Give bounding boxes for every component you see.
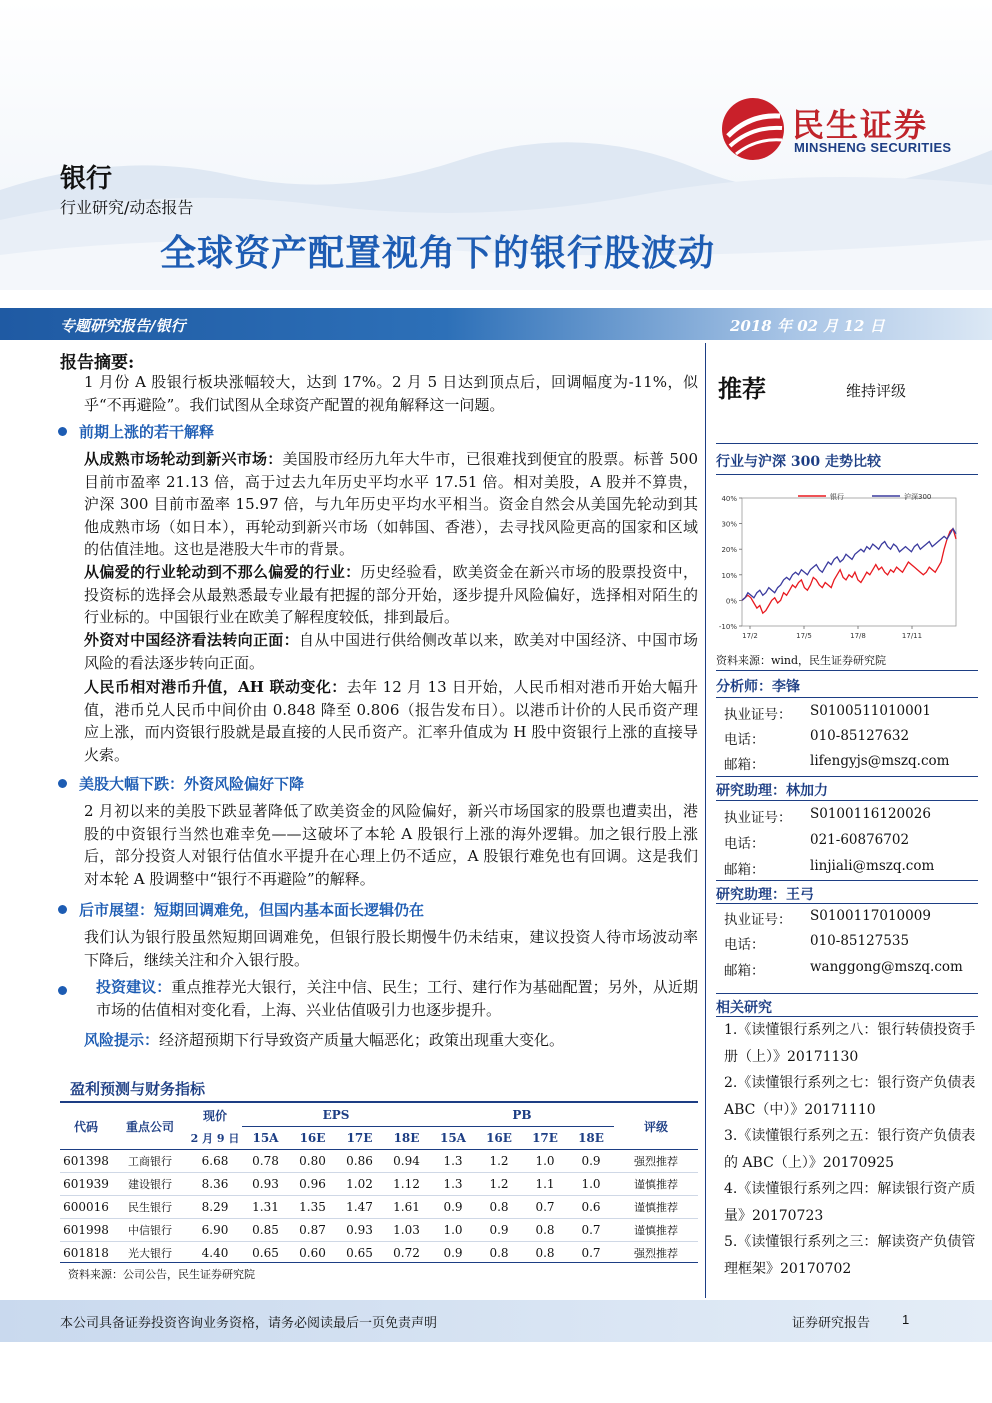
paragraph (84, 629, 698, 674)
table-row (60, 1242, 698, 1265)
table-cell: 1.31 (252, 1200, 279, 1214)
table-cell: 强烈推荐 (634, 1247, 678, 1260)
table-cell: 0.65 (346, 1246, 373, 1260)
table-cell: 1.47 (346, 1200, 373, 1214)
header-year: 18E (393, 1131, 420, 1145)
risk-warning (84, 1029, 698, 1052)
header-company: 重点公司 (125, 1120, 174, 1134)
analyst-tel: 010-85127632 (810, 728, 910, 744)
header-year: 18E (578, 1131, 604, 1145)
logo-text-cn: 民生证券 (792, 106, 929, 144)
rating-sub: 维持评级 (846, 383, 907, 400)
bullet-icon (58, 905, 67, 914)
label: 电话： (724, 937, 765, 953)
paragraph (84, 561, 698, 629)
table-cell: 1.03 (393, 1223, 420, 1237)
related-list (724, 1017, 978, 1282)
rating-main: 推荐 (718, 375, 766, 403)
divider (716, 670, 978, 671)
table-cell: 民生银行 (128, 1201, 172, 1214)
industry-label: 银行 (60, 164, 113, 194)
table-cell: 1.3 (443, 1154, 463, 1168)
related-item[interactable]: 4.《读懂银行系列之四：解读银行资产质量》20170723 (724, 1181, 976, 1224)
table-cell: 600016 (63, 1200, 109, 1214)
bullet-icon (58, 982, 68, 992)
paragraph: 我们认为银行股虽然短期回调难免，但银行股长期慢牛仍未结束，建议投资人待市场波动率下降后，继续关注和介入银行股。 (84, 928, 698, 969)
table-cell: 0.93 (346, 1223, 373, 1237)
paragraph-text: 重点推荐光大银行，关注中信、民生；工行、建行作为基础配置；另外，从近期市场的估值相对变化看，上海、兴业估值吸引力也逐步提升。 (96, 978, 698, 1019)
financial-table (60, 1104, 698, 1264)
table-cell: 0.80 (299, 1154, 326, 1168)
table-cell: 谨慎推荐 (634, 1224, 678, 1237)
header-rating: 评级 (643, 1120, 668, 1134)
table-cell: 强烈推荐 (634, 1155, 678, 1168)
label: 电话： (724, 732, 765, 748)
paragraph-lead: 从成熟市场轮动到新兴市场： (84, 450, 283, 468)
related-item[interactable]: 3.《读懂银行系列之五：银行资产负债表的 ABC（上）》20170925 (724, 1128, 976, 1171)
label: 执业证号： (724, 707, 792, 723)
bullet-icon (58, 779, 67, 788)
table-cell: 0.8 (489, 1246, 509, 1260)
analyst-cert: S0100511010001 (810, 703, 931, 719)
assistant-heading: 研究助理：林加力 (716, 783, 828, 799)
table-cell: 0.9 (489, 1223, 509, 1237)
table-cell: 601818 (63, 1246, 109, 1260)
table-cell: 0.86 (346, 1154, 373, 1168)
table-cell: 8.29 (201, 1200, 229, 1214)
footer-disclaimer: 本公司具备证券投资咨询业务资格，请务必阅读最后一页免责声明 (60, 1315, 438, 1330)
header-year: 16E (486, 1131, 512, 1145)
table-cell: 1.0 (535, 1154, 555, 1168)
label: 邮箱： (724, 963, 765, 979)
table-cell: 光大银行 (128, 1247, 172, 1260)
analyst-email[interactable]: lifengyjs@mszq.com (810, 753, 950, 769)
label: 电话： (724, 836, 765, 852)
assistant-cert: S0100117010009 (810, 908, 931, 924)
x-tick-label: 17/5 (796, 632, 812, 640)
section-title (58, 899, 424, 920)
table-row (60, 1196, 698, 1219)
paragraph-text: 自从中国进行供给侧改革以来，欧美对中国经济、中国市场风险的看法逐步转向正面。 (84, 631, 698, 672)
related-item[interactable]: 1.《读懂银行系列之八：银行转债投资手册（上）》20171130 (724, 1022, 976, 1065)
table-cell: 1.12 (393, 1177, 420, 1191)
table-cell: 工商银行 (128, 1155, 172, 1168)
y-tick-label: 10% (721, 571, 737, 580)
table-cell: 0.72 (393, 1246, 420, 1260)
series-line-hs300 (742, 529, 956, 601)
table-cell: 0.93 (252, 1177, 279, 1191)
y-tick-label: 40% (721, 495, 737, 503)
assistant-tel: 010-85127535 (810, 933, 910, 949)
divider (716, 776, 978, 777)
table-cell: 6.68 (201, 1154, 229, 1168)
table-source: 资料来源：公司公告，民生证券研究院 (68, 1268, 255, 1281)
minsheng-logo-icon (720, 96, 786, 162)
related-heading: 相关研究 (716, 1000, 772, 1016)
table-cell: 0.60 (299, 1246, 326, 1260)
table-cell: 0.8 (535, 1246, 555, 1260)
table-cell: 1.61 (393, 1200, 420, 1214)
table-cell: 谨慎推荐 (634, 1201, 678, 1214)
paragraph-lead: 投资建议： (96, 978, 172, 996)
report-type: 行业研究/动态报告 (60, 198, 194, 217)
header-code: 代码 (73, 1120, 98, 1134)
paragraph-lead: 风险提示： (84, 1031, 160, 1049)
bullet-icon (58, 427, 67, 436)
table-cell: 4.40 (201, 1246, 229, 1260)
paragraph-text: 去年 12 月 13 日开始，人民币相对港币开始大幅升值，港币兑人民币中间价由 0.848 降至 0.806（报告发布日）。以港币计价的人民币资产理应上涨，而内资银行股就是最直接的人民币资产。汇率升值成为 H 股中资银行上涨的直接导火索。 (84, 678, 698, 764)
table-cell: 中信银行 (128, 1224, 172, 1237)
paragraph (84, 676, 698, 766)
header-price: 现价 (202, 1108, 227, 1123)
header-price-date: 2 月 9 日 (190, 1131, 240, 1145)
label: 执业证号： (724, 810, 792, 826)
section-title-text: 前期上涨的若干解释 (79, 423, 215, 441)
paragraph-text: 美国股市经历九年大牛市，已很难找到便宜的股票。标普 500 目前市盈率 21.13 倍，高于过去九年历史平均水平 17.51 倍。相对美股，A 股并不算贵，沪深 300 目前市盈率 15.97 倍，与九年历史平均水平相当。资金自然会从美国先轮动到其他成熟市场（如日本），再轮动到新兴市场（如韩国、香港），去寻找风险更高的国家和区域的估值洼地。这也是港股大牛市的背景。 (84, 450, 698, 558)
y-tick-label: -10% (718, 623, 737, 631)
table-row (60, 1219, 698, 1242)
table-cell: 6.90 (201, 1223, 229, 1237)
table-row (60, 1150, 698, 1173)
footer-label: 证券研究报告 (792, 1315, 871, 1330)
paragraph-lead: 从偏爱的行业轮动到不那么偏爱的行业： (84, 563, 361, 581)
band-category: 专题研究报告/银行 (60, 317, 186, 335)
table-cell: 1.35 (299, 1200, 326, 1214)
section-title (58, 421, 214, 442)
table-cell: 1.1 (535, 1177, 555, 1191)
paragraph: 2 月初以来的美股下跌显著降低了欧美资金的风险偏好，新兴市场国家的股票也遭卖出，港股的中资银行当然也难幸免——这破坏了本轮 A 股银行上涨的海外逻辑。加之银行股上涨后，部分投资人对银行估值水平提升在心理上仍不适应，A 股银行难免也有回调。这是我们对本轮 A 股调整中“银行不再避险”的解释。 (84, 802, 698, 888)
table-cell: 0.6 (581, 1200, 601, 1214)
summary-intro: 1 月份 A 股银行板块涨幅较大，达到 17%。2 月 5 日达到顶点后，回调幅度为-11%，似乎“不再避险”。我们试图从全球资产配置的视角解释这一问题。 (84, 373, 698, 414)
report-title: 全球资产配置视角下的银行股波动 (160, 233, 716, 274)
table-cell: 0.87 (299, 1223, 326, 1237)
paragraph-lead: 外资对中国经济看法转向正面： (84, 631, 300, 649)
table-cell: 0.7 (581, 1223, 601, 1237)
header-year: 17E (346, 1131, 373, 1145)
divider (716, 800, 978, 801)
chart-source: 资料来源：wind，民生证券研究院 (716, 654, 887, 667)
table-cell: 1.2 (489, 1154, 509, 1168)
table-cell: 1.2 (489, 1177, 509, 1191)
assistant-heading: 研究助理：王弓 (716, 887, 814, 903)
table-cell: 谨慎推荐 (634, 1178, 678, 1191)
table-cell: 0.7 (535, 1200, 555, 1214)
divider (716, 474, 978, 475)
header-year: 17E (532, 1131, 558, 1145)
header-year: 16E (299, 1131, 326, 1145)
header-year: 15A (252, 1131, 279, 1145)
label: 邮箱： (724, 757, 765, 773)
table-heading: 盈利预测与财务指标 (70, 1080, 206, 1098)
legend-label: 银行 (830, 493, 844, 501)
legend-label: 沪深300 (904, 493, 932, 501)
assistant-tel: 021-60876702 (810, 832, 910, 848)
paragraph-text: 历史经验看，欧美资金在新兴市场的股票投资中，投资标的选择会从最熟悉最专业最有把握的部分开始，逐步提升风险偏好，选择相对陌生的行业标的。中国银行业在欧美了解程度较低，排到最后。 (84, 563, 698, 626)
table-cell: 1.02 (346, 1177, 373, 1191)
series-line-bank (742, 529, 956, 614)
header-year: 15A (439, 1131, 466, 1145)
assistant-cert: S0100116120026 (810, 806, 931, 822)
table-cell: 601939 (63, 1177, 109, 1191)
label: 邮箱： (724, 862, 765, 878)
table-cell: 1.0 (581, 1177, 601, 1191)
divider (716, 993, 978, 994)
divider (716, 697, 978, 698)
related-item[interactable]: 2.《读懂银行系列之七：银行资产负债表 ABC（中）》20171110 (724, 1075, 976, 1118)
table-cell: 0.9 (443, 1200, 463, 1214)
divider (716, 443, 978, 444)
table-cell: 601398 (63, 1154, 109, 1168)
table-cell: 0.7 (581, 1246, 601, 1260)
divider (716, 903, 978, 904)
table-cell: 601998 (63, 1223, 109, 1237)
label: 执业证号： (724, 912, 792, 928)
table-cell: 1.0 (443, 1223, 463, 1237)
logo-text-en: MINSHENG SECURITIES (794, 140, 952, 155)
section-title-text: 美股大幅下跌：外资风险偏好下降 (79, 775, 305, 793)
column-divider (705, 343, 706, 1298)
report-date: 2018 年 02 月 12 日 (730, 317, 885, 335)
header-pb: PB (430, 1104, 614, 1127)
plot-frame (742, 498, 956, 626)
y-tick-label: 0% (725, 597, 737, 606)
table-cell: 建设银行 (128, 1178, 172, 1191)
table-cell: 0.8 (535, 1223, 555, 1237)
table-cell: 0.94 (393, 1154, 420, 1168)
section-title (58, 773, 304, 794)
table-cell: 0.96 (299, 1177, 326, 1191)
page-number: 1 (902, 1312, 910, 1327)
trend-chart (712, 484, 982, 646)
table-cell: 0.78 (252, 1154, 279, 1168)
chart-heading: 行业与沪深 300 走势比较 (716, 454, 881, 470)
table-cell: 0.9 (443, 1246, 463, 1260)
table-cell: 0.85 (252, 1223, 279, 1237)
paragraph-lead: 人民币相对港币升值，AH 联动变化： (84, 678, 347, 696)
table-bottom-rule (60, 1262, 698, 1263)
divider (716, 880, 978, 881)
x-tick-label: 17/2 (742, 632, 758, 640)
summary-heading: 报告摘要: (60, 353, 135, 373)
table-cell: 8.36 (201, 1177, 229, 1191)
table-row (60, 1173, 698, 1196)
table-cell: 1.3 (443, 1177, 463, 1191)
x-tick-label: 17/11 (901, 632, 923, 640)
y-tick-label: 20% (721, 546, 737, 555)
analyst-heading: 分析师：李锋 (716, 679, 800, 695)
assistant-email[interactable]: linjiali@mszq.com (810, 858, 935, 874)
table-cell: 0.9 (581, 1154, 601, 1168)
section-title-text: 后市展望：短期回调难免，但国内基本面长逻辑仍在 (79, 901, 425, 919)
header-eps: EPS (242, 1104, 430, 1127)
paragraph-text: 经济超预期下行导致资产质量大幅恶化；政策出现重大变化。 (159, 1031, 565, 1049)
x-tick-label: 17/8 (850, 632, 866, 640)
assistant-email[interactable]: wanggong@mszq.com (810, 959, 963, 975)
table-cell: 0.65 (252, 1246, 279, 1260)
table-top-rule (60, 1101, 698, 1103)
paragraph (84, 448, 698, 561)
related-item[interactable]: 5.《读懂银行系列之三：解读资产负债管理框架》20170702 (724, 1234, 976, 1277)
y-tick-label: 30% (721, 520, 737, 529)
invest-advice (96, 976, 698, 1021)
table-cell: 0.8 (489, 1200, 509, 1214)
